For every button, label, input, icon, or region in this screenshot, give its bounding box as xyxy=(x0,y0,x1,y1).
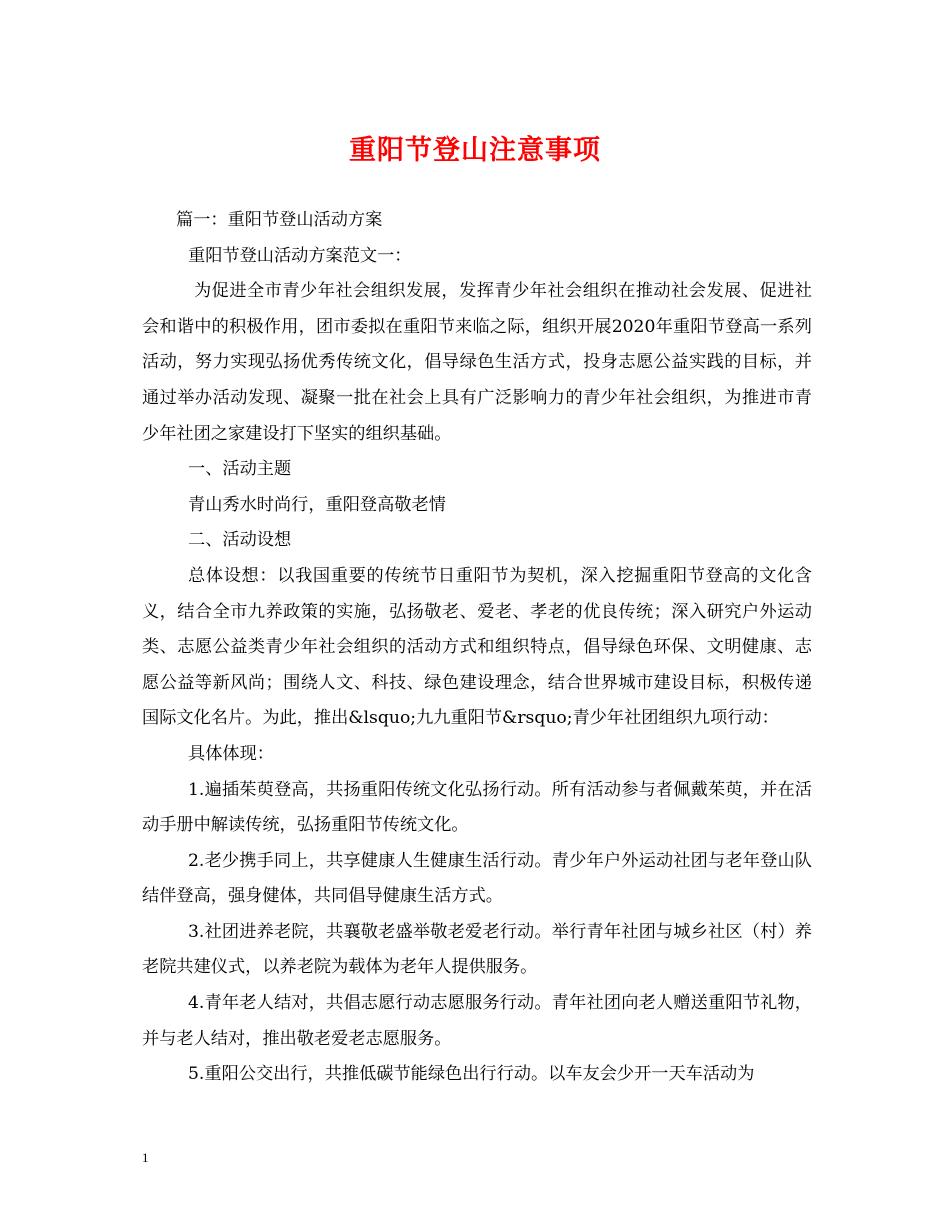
paragraph-theme: 青山秀水时尚行，重阳登高敬老情 xyxy=(188,494,446,515)
paragraph-item-4: 4.青年老人结对，共倡志愿行动志愿服务行动。青年社团向老人赠送重阳节礼物，并与老人结对，推出敬老爱老志愿服务。 xyxy=(142,993,812,1049)
paragraph-item-5: 5.重阳公交出行，共推低碳节能绿色出行行动。以车友会少开一天车活动为 xyxy=(188,1064,755,1085)
paragraph-plan-heading: 二、活动设想 xyxy=(188,530,292,551)
document-title: 重阳节登山注意事项 xyxy=(349,135,601,166)
page-number: 1 xyxy=(142,1150,149,1165)
paragraph-item-2: 2.老少携手同上，共享健康人生健康生活行动。青少年户外运动社团与老年登山队结伴登高，强身健体，共同倡导健康生活方式。 xyxy=(142,850,812,907)
document-body xyxy=(142,203,812,1093)
paragraph-item-1: 1.遍插茱萸登高，共扬重阳传统文化弘扬行动。所有活动参与者佩戴茱萸，并在活动手册中解读传统，弘扬重阳节传统文化。 xyxy=(142,779,812,836)
paragraph-item-3: 3.社团进养老院，共襄敬老盛举敬老爱老行动。举行青年社团与城乡社区（村）养老院共建仪式，以养老院为载体为老年人提供服务。 xyxy=(142,921,812,978)
paragraph-intro: 为促进全市青少年社会组织发展，发挥青少年社会组织在推动社会发展、促进社会和谐中的积极作用，团市委拟在重阳节来临之际，组织开展2020年重阳节登高一系列活动，努力实现弘扬优秀传统文化，倡导绿色生活方式，投身志愿公益实践的目标，并通过举办活动发现、凝聚一批在社会上具有广泛影响力的青少年社会组织，为推进市青少年社团之家建设打下坚实的组织基础。 xyxy=(142,281,812,444)
paragraph-overall-plan: 总体设想：以我国重要的传统节日重阳节为契机，深入挖掘重阳节登高的文化含义，结合全市九养政策的实施，弘扬敬老、爱老、孝老的优良传统；深入研究户外运动类、志愿公益类青少年社会组织的活动方式和组织特点，倡导绿色环保、文明健康、志愿公益等新风尚；围绕人文、科技、绿色建设理念，结合世界城市建设目标，积极传递国际文化名片。为此，推出&lsquo;九九重阳节&rsquo;青少年社团组织九项行动： xyxy=(142,565,812,729)
paragraph-subheading: 重阳节登山活动方案范文一： xyxy=(188,245,412,266)
paragraph-theme-heading: 一、活动主题 xyxy=(188,459,292,480)
paragraph-details-heading: 具体体现： xyxy=(188,743,274,764)
paragraph-section-heading: 篇一：重阳节登山活动方案 xyxy=(176,210,383,230)
